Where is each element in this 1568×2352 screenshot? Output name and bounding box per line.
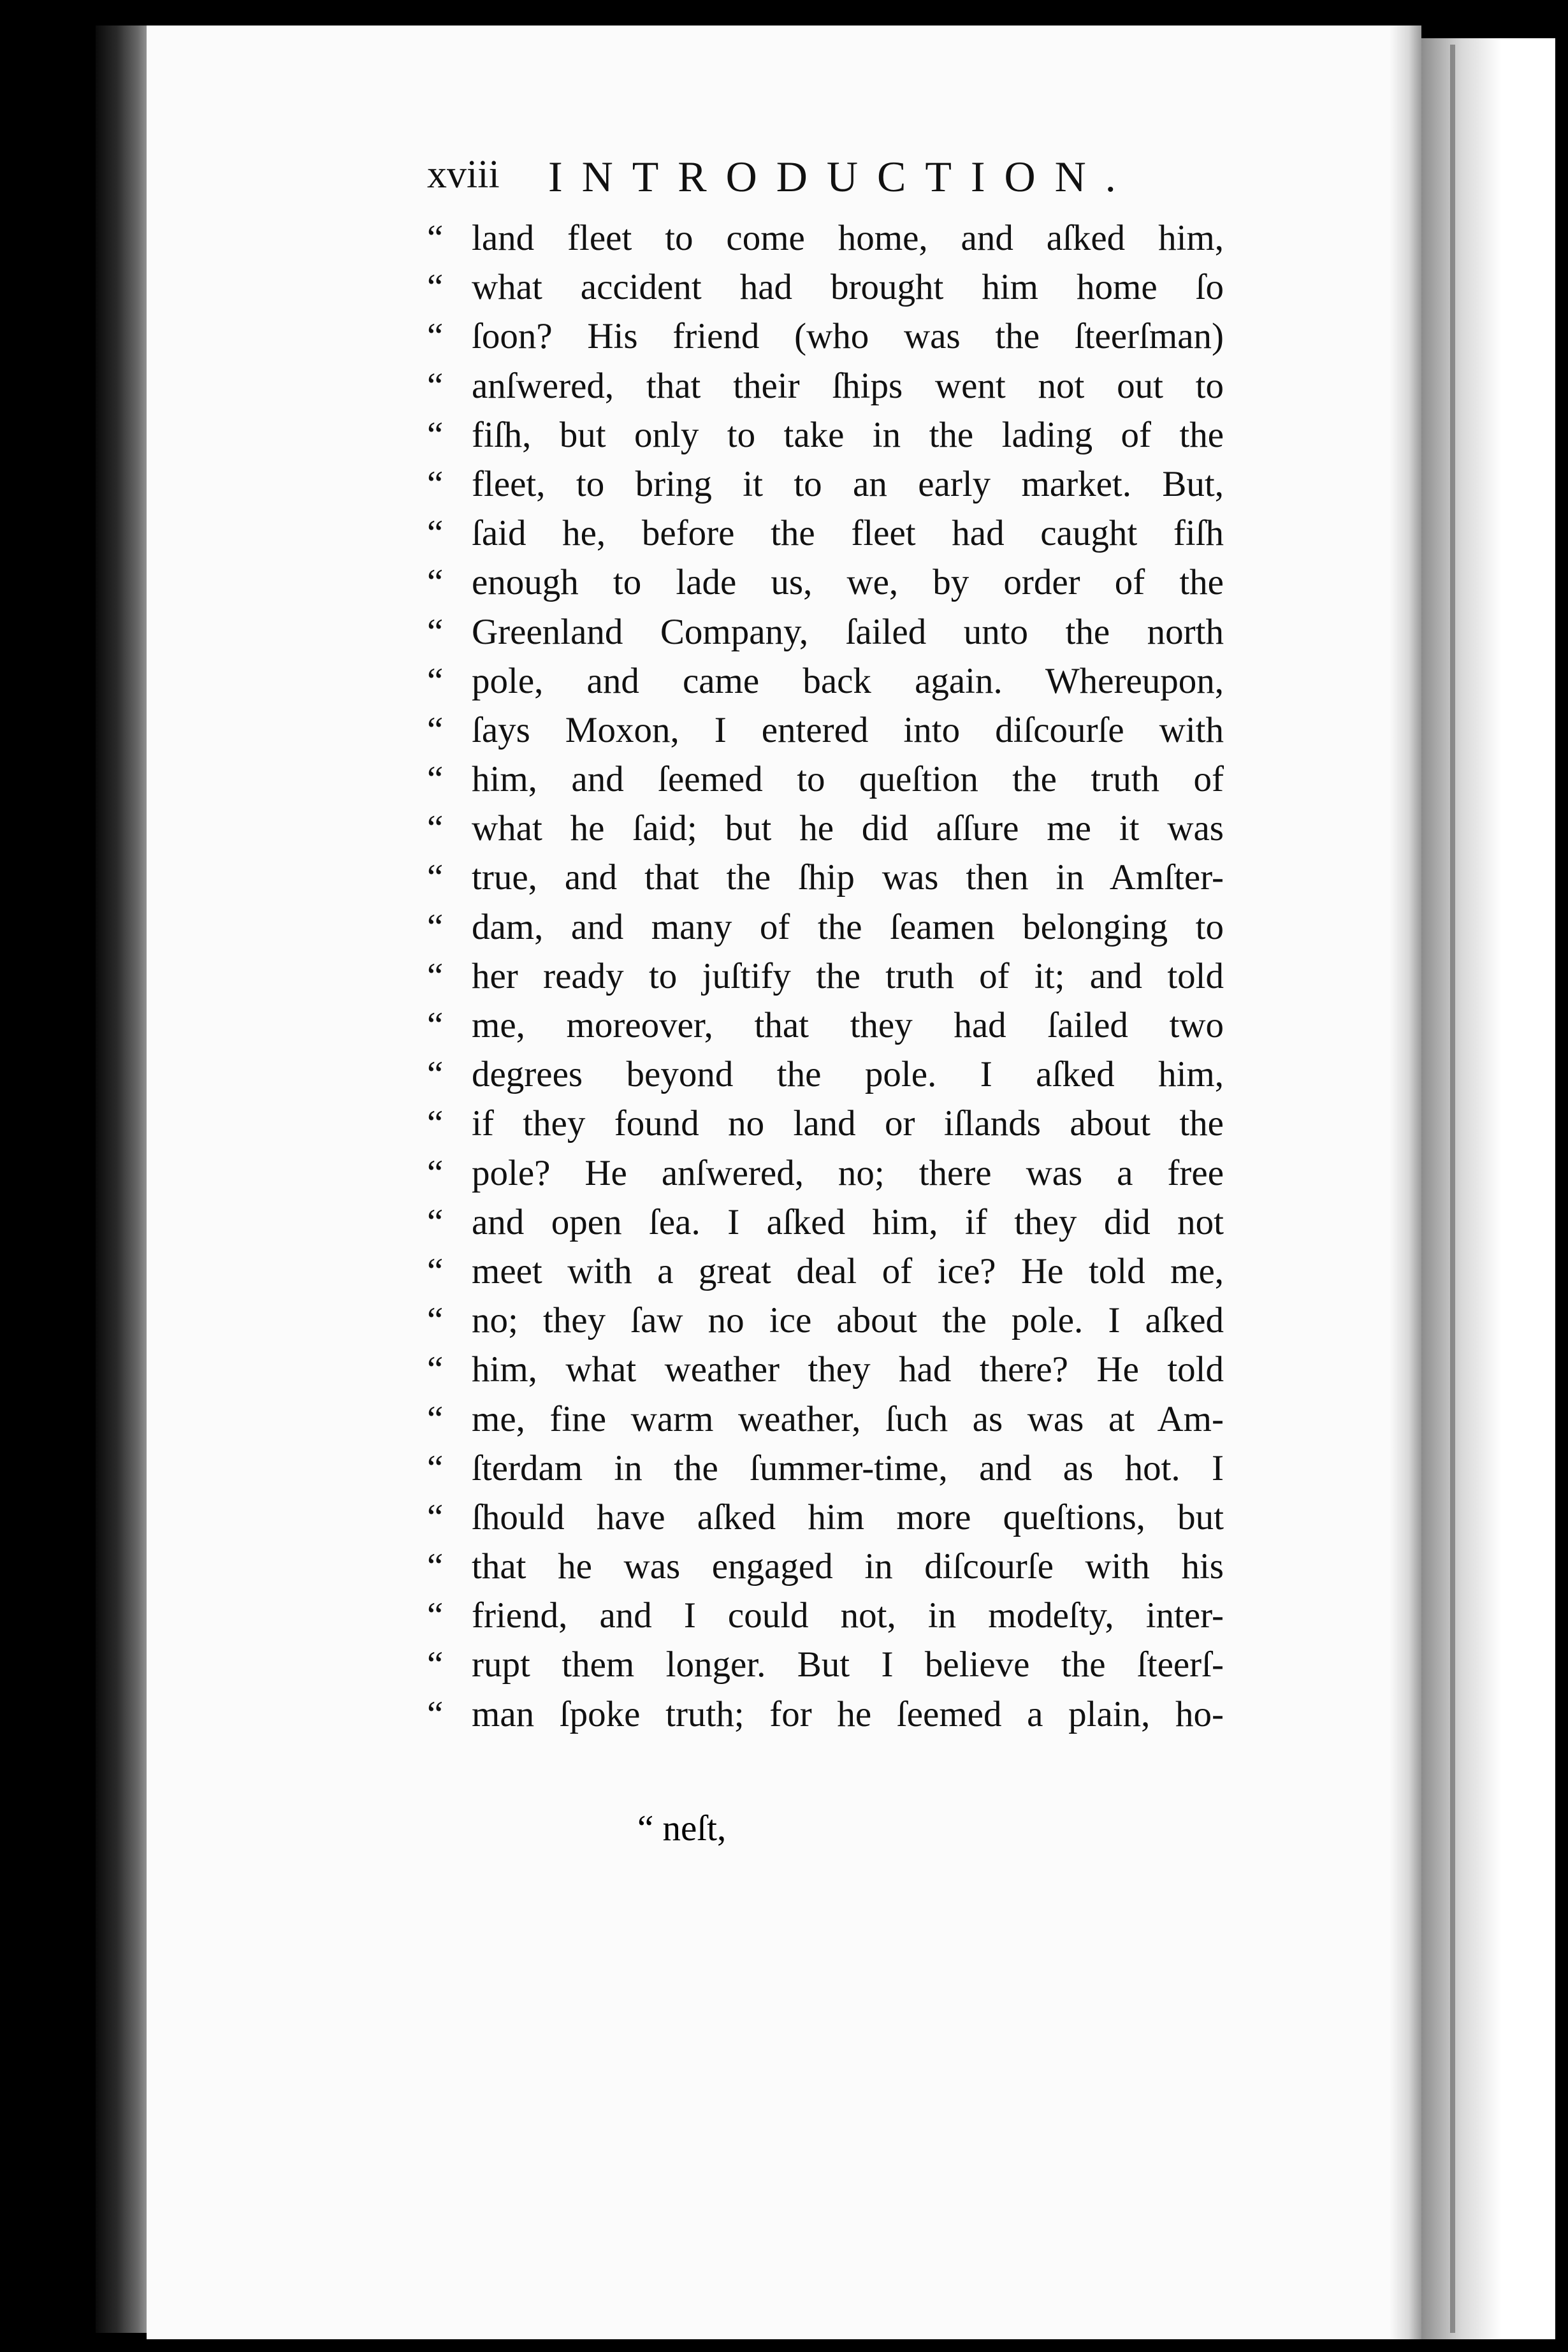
line-text: me, moreover, that they had ſailed two xyxy=(472,1005,1224,1045)
quotation-mark: “ xyxy=(427,808,444,849)
line-text: if they found no land or iſlands about the xyxy=(472,1103,1224,1144)
quotation-mark: “ xyxy=(427,316,444,357)
text-line xyxy=(427,1099,1224,1148)
text-line xyxy=(427,1050,1224,1099)
text-line xyxy=(427,1444,1224,1493)
line-text: anſwered, that their ſhips went not out to xyxy=(472,365,1224,406)
text-line xyxy=(427,755,1224,804)
page-number: xviii xyxy=(427,153,500,196)
line-text: and open ſea. I aſked him, if they did not xyxy=(472,1201,1224,1242)
line-text: rupt them longer. But I believe the ſteerſ- xyxy=(472,1644,1224,1685)
quotation-mark: “ xyxy=(427,1152,444,1193)
text-line xyxy=(427,410,1224,460)
text-line xyxy=(427,1542,1224,1591)
page-header xyxy=(427,150,1224,214)
facing-page-edge xyxy=(1421,38,1555,2339)
line-text: land fleet to come home, and aſked him, xyxy=(472,218,1224,258)
line-text: what he ſaid; but he did aſſure me it was xyxy=(472,808,1224,849)
line-text: dam, and many of the ſeamen belonging to xyxy=(472,906,1224,947)
quotation-mark: “ xyxy=(427,414,444,455)
text-line xyxy=(427,804,1224,853)
catchword: “ neſt, xyxy=(637,1808,727,1848)
quotation-mark: “ xyxy=(427,513,444,554)
line-text: him, and ſeemed to queſtion the truth of xyxy=(472,759,1224,800)
quotation-mark: “ xyxy=(427,218,444,258)
quotation-mark: “ xyxy=(427,1349,444,1390)
quotation-mark: “ xyxy=(427,1005,444,1045)
quotation-mark: “ xyxy=(427,1694,444,1734)
text-line xyxy=(427,361,1224,410)
quotation-mark: “ xyxy=(427,1448,444,1488)
quotation-mark: “ xyxy=(427,611,444,652)
text-line xyxy=(427,903,1224,952)
line-text: enough to lade us, we, by order of the xyxy=(472,562,1224,603)
quotation-mark: “ xyxy=(427,1398,444,1439)
text-block xyxy=(427,150,1224,1739)
quotation-mark: “ xyxy=(427,1054,444,1095)
line-text: ſterdam in the ſummer-time, and as hot. I xyxy=(472,1448,1224,1488)
text-line xyxy=(427,952,1224,1001)
line-text: fiſh, but only to take in the lading of the xyxy=(472,414,1224,455)
text-line xyxy=(427,1591,1224,1640)
quotation-mark: “ xyxy=(427,857,444,898)
quotation-mark: “ xyxy=(427,1546,444,1587)
line-text: degrees beyond the pole. I aſked him, xyxy=(472,1054,1224,1095)
text-line xyxy=(427,853,1224,902)
quotation-mark: “ xyxy=(427,267,444,308)
text-line xyxy=(427,312,1224,361)
line-text: meet with a great deal of ice? He told me, xyxy=(472,1251,1224,1291)
line-text: ſaid he, before the fleet had caught fiſh xyxy=(472,513,1224,554)
text-line xyxy=(427,657,1224,706)
body-text xyxy=(427,214,1224,1739)
quotation-mark: “ xyxy=(427,709,444,750)
line-text: fleet, to bring it to an early market. But, xyxy=(472,463,1224,504)
text-line xyxy=(427,1345,1224,1394)
quotation-mark: “ xyxy=(427,562,444,603)
text-line xyxy=(427,460,1224,509)
line-text: that he was engaged in diſcourſe with his xyxy=(472,1546,1224,1587)
text-line xyxy=(427,1247,1224,1296)
line-text: pole, and came back again. Whereupon, xyxy=(472,660,1224,701)
quotation-mark: “ xyxy=(427,1300,444,1341)
quotation-mark: “ xyxy=(427,1644,444,1685)
text-line xyxy=(427,607,1224,657)
line-text: Greenland Company, ſailed unto the north xyxy=(472,611,1224,652)
quotation-mark: “ xyxy=(427,1201,444,1242)
running-head: INTRODUCTION. xyxy=(548,152,1135,201)
text-line xyxy=(427,1395,1224,1444)
text-line xyxy=(427,1640,1224,1689)
quotation-mark: “ xyxy=(427,660,444,701)
quotation-mark: “ xyxy=(427,1595,444,1636)
quotation-mark: “ xyxy=(427,365,444,406)
line-text: her ready to juſtify the truth of it; and told xyxy=(472,955,1224,996)
text-line xyxy=(427,1198,1224,1247)
line-text: no; they ſaw no ice about the pole. I aſked xyxy=(472,1300,1224,1341)
line-text: ſays Moxon, I entered into diſcourſe with xyxy=(472,709,1224,750)
text-line xyxy=(427,558,1224,607)
text-line xyxy=(427,509,1224,558)
line-text: man ſpoke truth; for he ſeemed a plain, ho- xyxy=(472,1694,1224,1734)
quotation-mark: “ xyxy=(427,759,444,800)
line-text: ſoon? His friend (who was the ſteerſman) xyxy=(472,316,1224,357)
quotation-mark: “ xyxy=(427,955,444,996)
quotation-mark: “ xyxy=(427,1251,444,1291)
quotation-mark: “ xyxy=(427,463,444,504)
quotation-mark: “ xyxy=(427,906,444,947)
line-text: him, what weather they had there? He told xyxy=(472,1349,1224,1390)
line-text: what accident had brought him home ſo xyxy=(472,267,1224,308)
text-line xyxy=(427,706,1224,755)
page-fold-shadow xyxy=(1390,25,1421,2339)
line-text: me, fine warm weather, ſuch as was at Am- xyxy=(472,1398,1224,1439)
facing-page-crease xyxy=(1450,45,1455,2333)
text-line xyxy=(427,214,1224,263)
text-line xyxy=(427,1690,1224,1739)
text-line xyxy=(427,1296,1224,1345)
quotation-mark: “ xyxy=(427,1497,444,1537)
text-line xyxy=(427,263,1224,312)
line-text: pole? He anſwered, no; there was a free xyxy=(472,1152,1224,1193)
text-line xyxy=(427,1493,1224,1542)
text-line xyxy=(427,1001,1224,1050)
text-line xyxy=(427,1149,1224,1198)
line-text: true, and that the ſhip was then in Amſter- xyxy=(472,857,1224,898)
line-text: friend, and I could not, in modeſty, inter- xyxy=(472,1595,1224,1636)
line-text: ſhould have aſked him more queſtions, but xyxy=(472,1497,1224,1537)
quotation-mark: “ xyxy=(427,1103,444,1144)
